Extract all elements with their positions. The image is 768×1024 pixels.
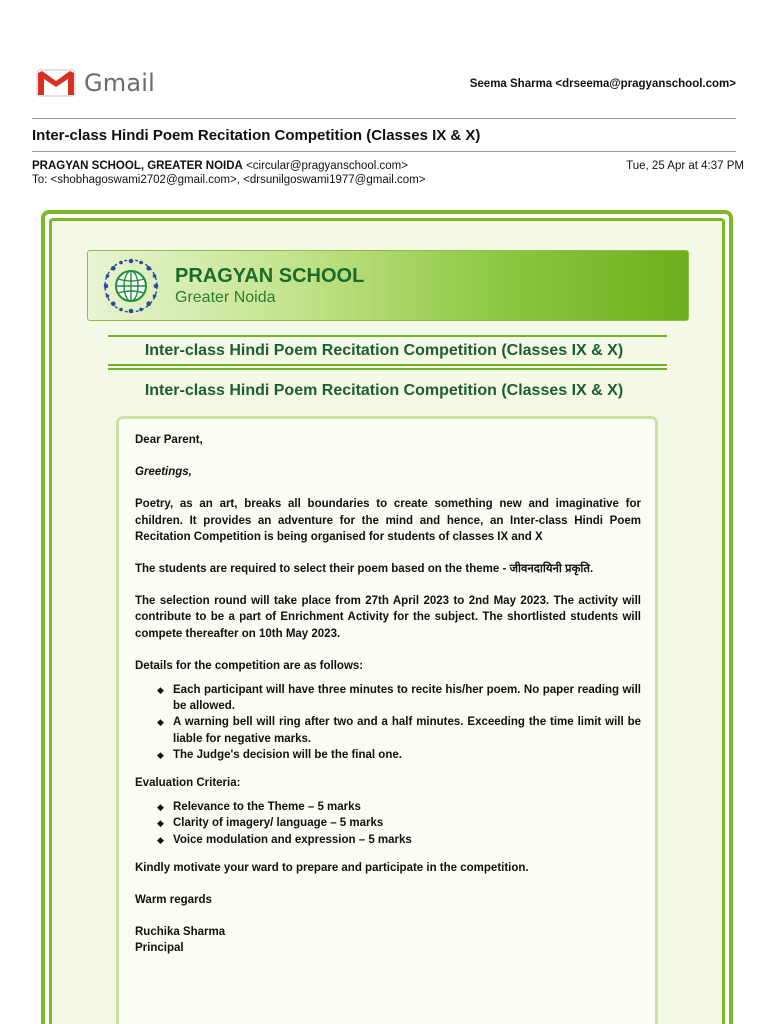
circular-subtitle: Inter-class Hindi Poem Recitation Competition (Classes IX & X) [144,382,624,399]
details-list [135,682,641,763]
email-date: Tue, 25 Apr at 4:37 PM [626,160,744,172]
account-name: Seema Sharma <drseema@pragyanschool.com> [469,78,736,90]
signatory-title: Principal [135,942,184,955]
list-item: ◆ The Judge's decision will be the final one. [135,747,641,763]
school-name: PRAGYAN SCHOOL [175,265,365,287]
criteria-list [135,799,641,848]
paragraph-theme: The students are required to select their poem based on the theme - जीवनदायिनी प्रकृति. [135,563,594,576]
sender-email[interactable]: <circular@pragyanschool.com> [246,160,408,172]
title-top-line [108,335,667,337]
salutation: Dear Parent, [135,434,203,446]
diamond-bullet-icon: ◆ [157,717,164,728]
gmail-logo [36,68,155,98]
circular-body [135,432,641,957]
diamond-bullet-icon: ◆ [157,685,164,696]
details-heading: Details for the competition are as follows: [135,659,364,672]
gmail-envelope-icon [36,68,76,98]
list-item: ◆ Voice modulation and expression – 5 marks [135,832,641,848]
school-emblem-icon [102,257,160,315]
title-bottom-line [108,364,667,366]
header-divider [32,118,736,119]
list-item: ◆ A warning bell will ring after two and a half minutes. Exceeding the time limit will be liable for negative marks. [157,716,641,745]
signature-block [135,924,641,956]
paragraph-intro: Poetry, as an art, breaks all boundaries to create something new and imaginative for children. It provides an adventure for the mind and hence, an Inter-class Hindi Poem Recitation Competition is being organised for students of classes IX and X [135,498,641,543]
sender-name: PRAGYAN SCHOOL, GREATER NOIDA [32,160,243,172]
school-banner [87,250,689,321]
school-city: Greater Noida [175,289,276,306]
email-subject: Inter-class Hindi Poem Recitation Competition (Classes IX & X) [32,127,481,144]
diamond-bullet-icon: ◆ [157,834,164,845]
list-item: ◆ Relevance to the Theme – 5 marks [135,799,641,815]
diamond-bullet-icon: ◆ [157,802,164,813]
sender-line [32,160,408,172]
greeting: Greetings, [135,466,192,479]
criteria-heading: Evaluation Criteria: [135,777,241,790]
subject-divider [32,151,736,152]
recipients-line: To: <shobhagoswami2702@gmail.com>, <drsunilgoswami1977@gmail.com> [32,174,426,186]
gmail-wordmark: Gmail [84,69,156,97]
paragraph-schedule: The selection round will take place from 27th April 2023 to 2nd May 2023. The activity will contribute to be a part of Enrichment Activity for the subject. The shortlisted students will compete thereafter on 10th May 2023. [135,595,641,640]
closing-line: Kindly motivate your ward to prepare and participate in the competition. [135,861,529,874]
diamond-bullet-icon: ◆ [157,749,164,760]
regards: Warm regards [135,894,212,907]
signatory-name: Ruchika Sharma [135,926,226,939]
title-bottom-line-2 [108,368,667,370]
list-item: ◆ Each participant will have three minutes to recite his/her poem. No paper reading will be allowed. [157,684,641,713]
diamond-bullet-icon: ◆ [157,818,164,829]
circular-title: Inter-class Hindi Poem Recitation Competition (Classes IX & X) [144,342,624,359]
list-item: ◆ Clarity of imagery/ language – 5 marks [135,815,641,831]
